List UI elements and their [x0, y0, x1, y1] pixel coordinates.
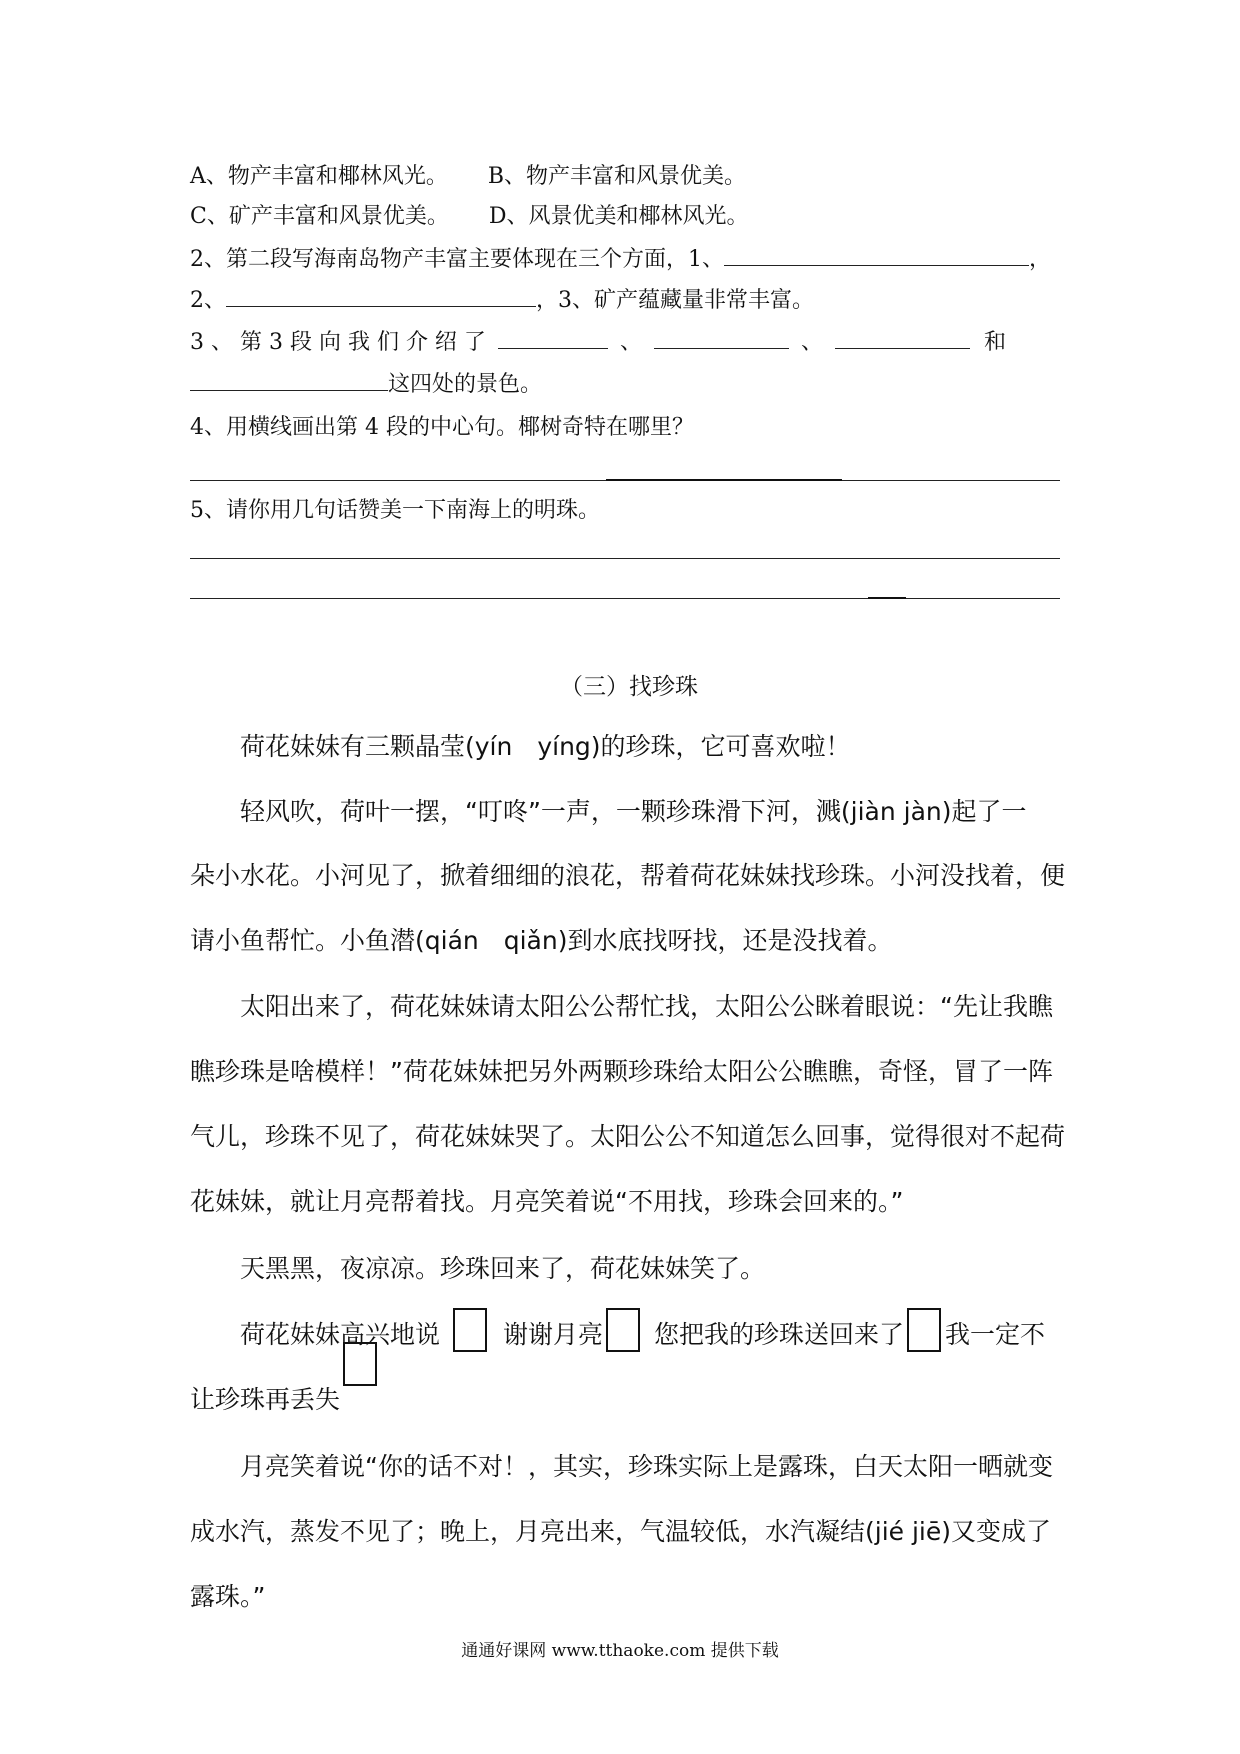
story-paragraph-2-line-2: 朵小水花。小河见了，掀着细细的浪花，帮着荷花妹妹找珍珠。小河没找着，便: [190, 861, 1066, 890]
story-paragraph-4: 天黑黑，夜凉凉。珍珠回来了，荷花妹妹笑了。: [240, 1254, 766, 1283]
story-paragraph-5-line-2: 让珍珠再丢失: [190, 1385, 341, 1414]
q1-option-d: D、风景优美和椰林风光。: [488, 204, 749, 229]
question-3-text: 3 、 第 3 段 向 我 们 介 绍 了: [190, 330, 486, 355]
story-paragraph-5-text-a: 荷花妹妹高兴地说: [240, 1320, 441, 1349]
story-paragraph-5-text-c: 您把我的珍珠送回来了: [654, 1320, 905, 1349]
question-4: 4、用横线画出第 4 段的中心句。椰树奇特在哪里？: [190, 415, 694, 440]
answer-blank[interactable]: [654, 348, 789, 349]
story-paragraph-2-line-1: 轻风吹，荷叶一摆，“叮咚”一声，一颗珍珠滑下河，溅(jiàn jàn)起了一: [240, 797, 1027, 826]
answer-blank[interactable]: [835, 348, 970, 349]
punctuation-box-2[interactable]: [606, 1308, 640, 1352]
answer-line-underline: [868, 597, 906, 599]
story-paragraph-5-text-b: 谢谢月亮: [503, 1320, 604, 1349]
story-paragraph-6-line-3: 露珠。”: [190, 1582, 266, 1611]
question-2-line2: 2、 ，3、矿产蕴藏量非常丰富。: [190, 288, 814, 313]
story-paragraph-1: 荷花妹妹有三颗晶莹(yín yíng)的珍珠，它可喜欢啦！: [240, 732, 851, 761]
question-3-line1: 3 、 第 3 段 向 我 们 介 绍 了 、 、 和: [190, 330, 1006, 355]
story-paragraph-5-text-d: 我一定不: [945, 1320, 1046, 1349]
answer-line[interactable]: [190, 558, 1060, 559]
answer-line-underline: [606, 479, 842, 481]
answer-line[interactable]: [190, 598, 1060, 599]
q1-option-b: B、物产丰富和风景优美。: [487, 164, 747, 189]
story-paragraph-3-line-2: 瞧珍珠是啥模样！”荷花妹妹把另外两颗珍珠给太阳公公瞧瞧，奇怪，冒了一阵: [190, 1057, 1053, 1086]
answer-blank[interactable]: [226, 306, 536, 307]
story-paragraph-6-line-1: 月亮笑着说“你的话不对！，其实，珍珠实际上是露珠，白天太阳一晒就变: [240, 1452, 1053, 1481]
question-2-text: 2、第二段写海南岛物产丰富主要体现在三个方面，1、: [190, 247, 724, 272]
q1-option-c: C、矿产丰富和风景优美。: [190, 204, 449, 229]
page-footer: 通通好课网 www.tthaoke.com 提供下载: [461, 1641, 779, 1661]
answer-blank[interactable]: [498, 348, 608, 349]
story-title: （三）找珍珠: [560, 674, 698, 700]
punctuation-box-1[interactable]: [453, 1308, 487, 1352]
q1-options-row2: [190, 206, 1060, 228]
answer-blank[interactable]: [190, 390, 388, 391]
story-paragraph-6-line-2: 成水汽，蒸发不见了；晚上，月亮出来，气温较低，水汽凝结(jié jiē)又变成了: [190, 1517, 1052, 1546]
q1-options-row1: [190, 166, 1060, 188]
q1-option-a: A、物产丰富和椰林风光。: [190, 164, 448, 189]
question-2-line1: 2、第二段写海南岛物产丰富主要体现在三个方面，1、 ，: [190, 247, 1052, 272]
punctuation-box-3[interactable]: [907, 1308, 941, 1352]
story-paragraph-3-line-1: 太阳出来了，荷花妹妹请太阳公公帮忙找，太阳公公眯着眼说：“先让我瞧: [240, 992, 1053, 1021]
story-paragraph-3-line-4: 花妹妹，就让月亮帮着找。月亮笑着说“不用找，珍珠会回来的。”: [190, 1187, 904, 1216]
punctuation-box-4[interactable]: [343, 1342, 377, 1386]
story-paragraph-3-line-3: 气儿，珍珠不见了，荷花妹妹哭了。太阳公公不知道怎么回事，觉得很对不起荷: [190, 1122, 1066, 1151]
question-5: 5、请你用几句话赞美一下南海上的明珠。: [190, 498, 600, 523]
story-paragraph-2-line-3: 请小鱼帮忙。小鱼潜(qián qiǎn)到水底找呀找，还是没找着。: [190, 926, 893, 955]
answer-blank[interactable]: [724, 265, 1029, 266]
question-3-line2: 这四处的景色。: [190, 374, 1060, 396]
